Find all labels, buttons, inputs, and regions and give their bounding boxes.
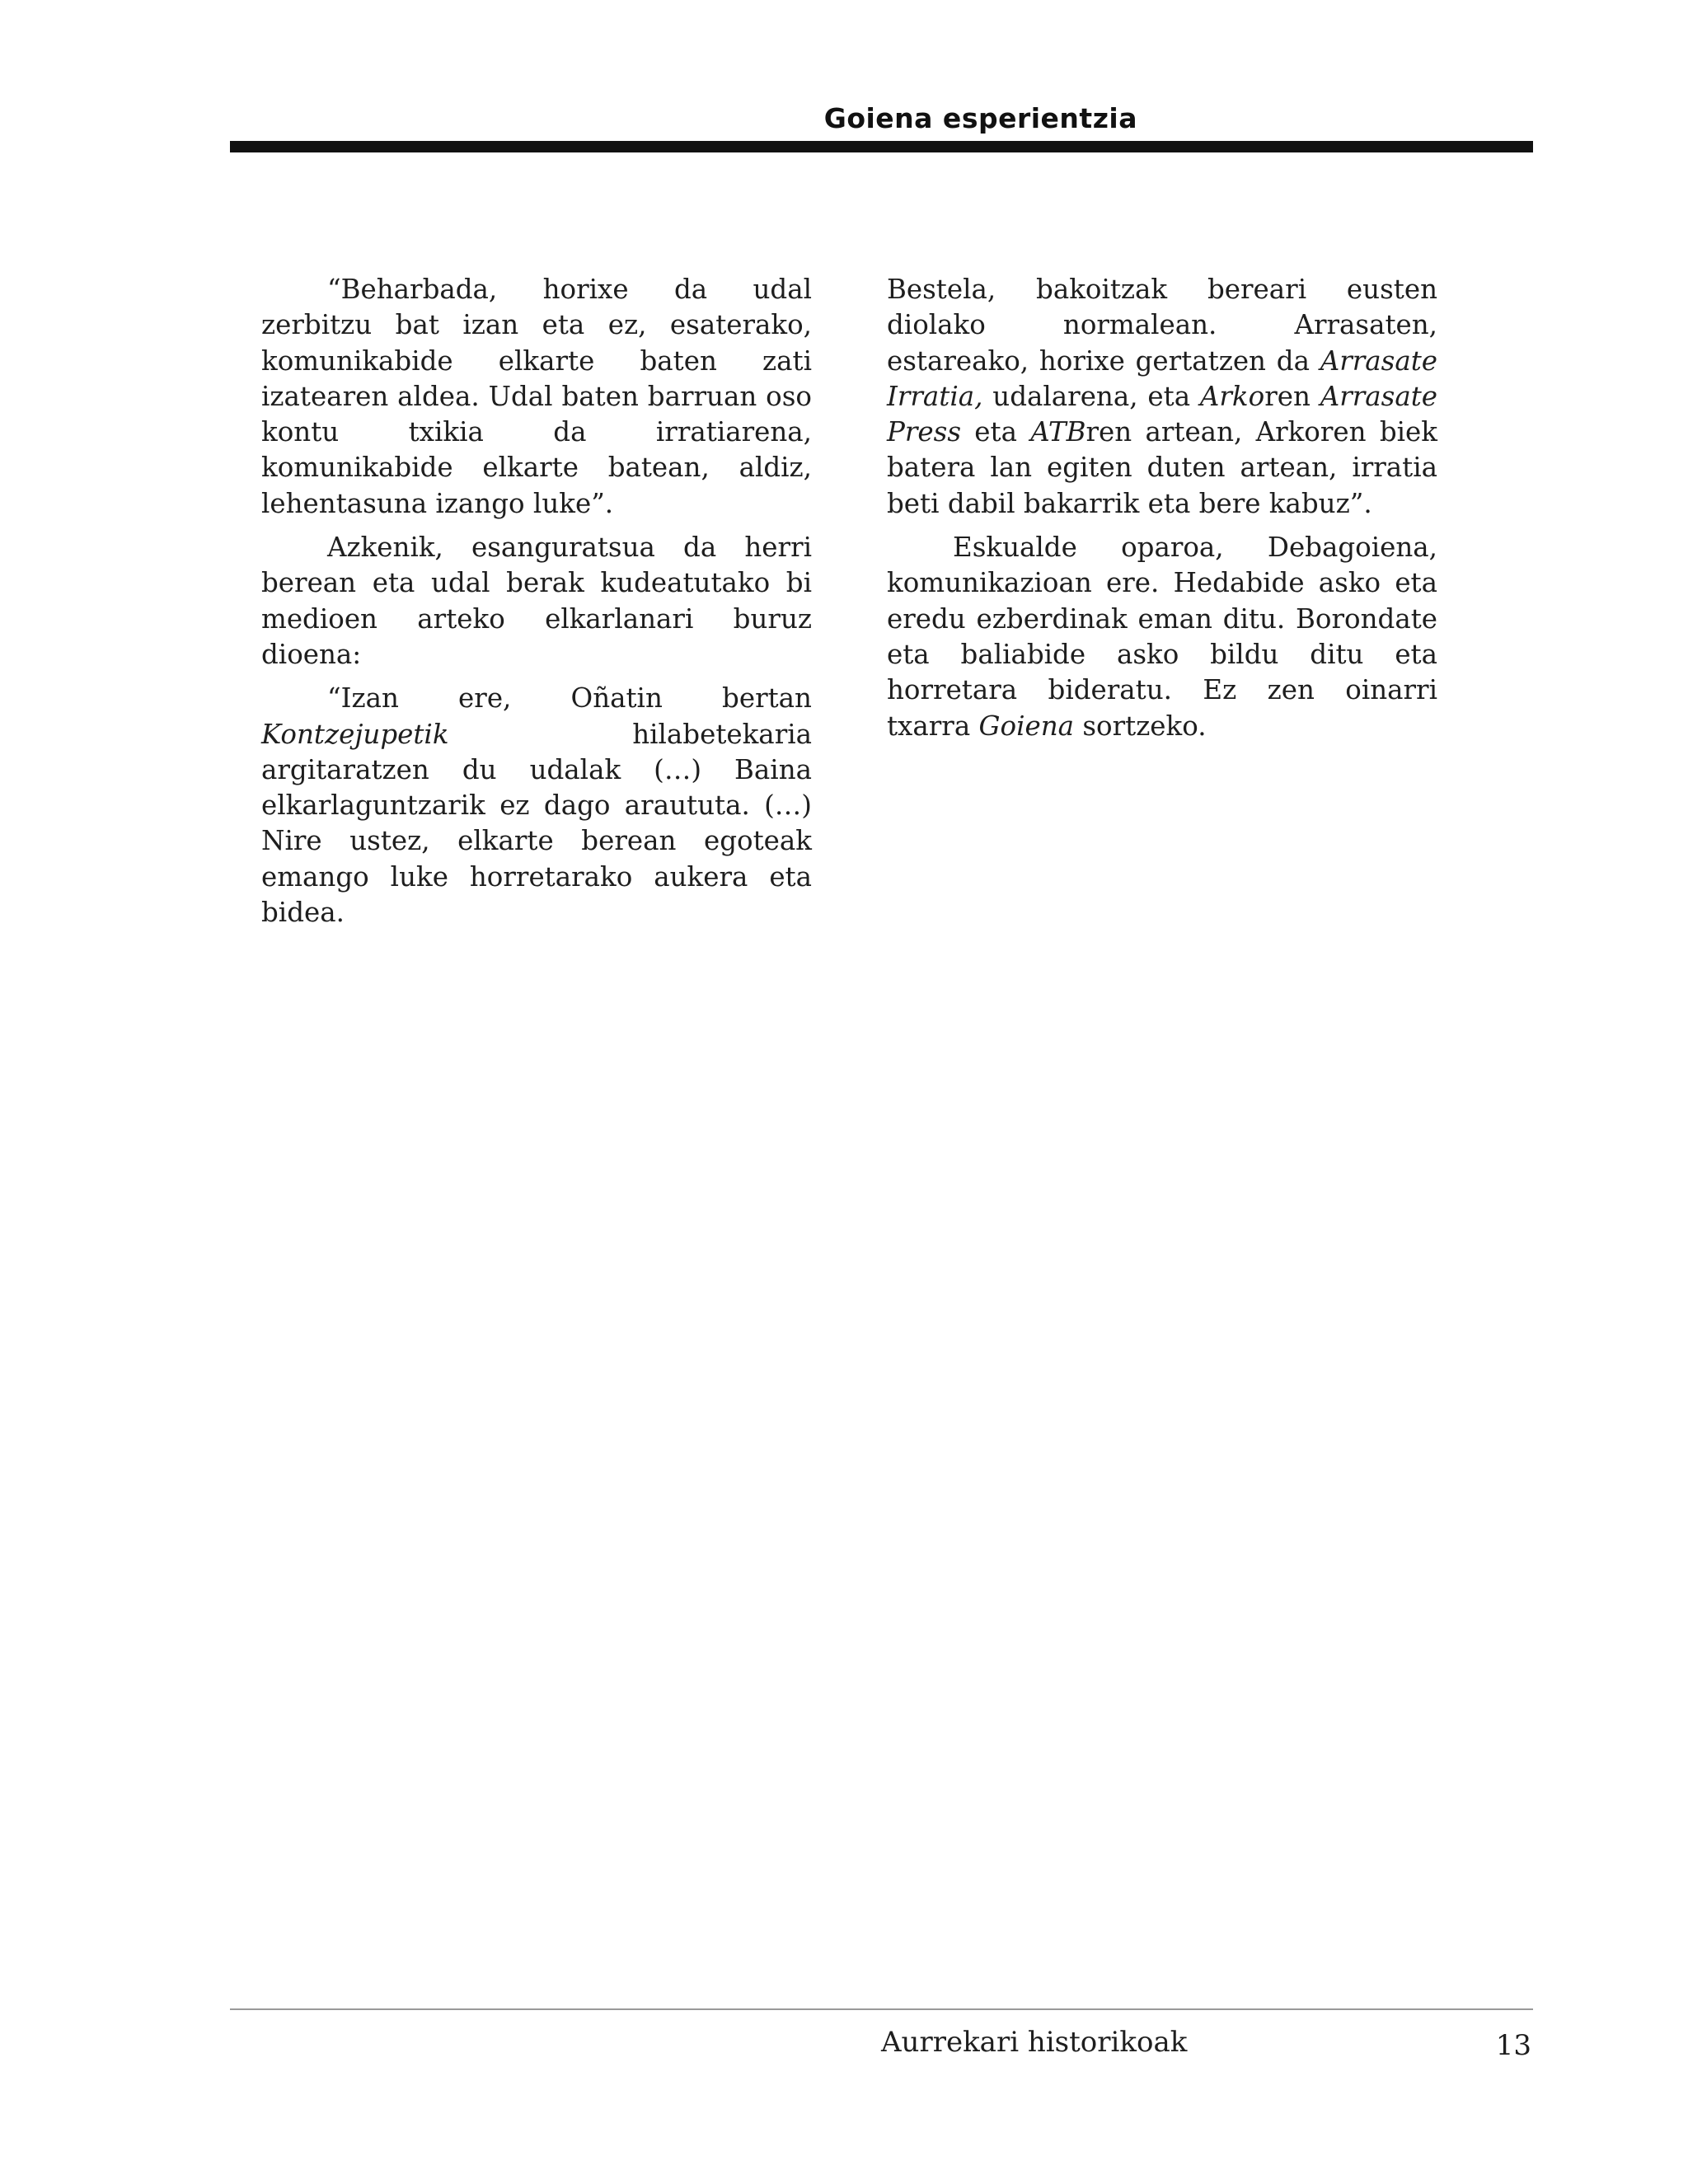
- right-paragraph-1: [887, 272, 1437, 522]
- italic-title: Goiena: [978, 710, 1075, 742]
- italic-title: Kontzejupetik: [261, 718, 449, 750]
- text-span: udalarena, eta: [982, 380, 1200, 412]
- text-span: ren: [1264, 380, 1320, 412]
- text-span: eta: [961, 416, 1031, 448]
- footer-rule: [230, 2008, 1533, 2010]
- text-span: “Izan ere, Oñatin bertan: [327, 682, 812, 715]
- italic-title: ATB: [1030, 416, 1086, 448]
- italic-title: Arrasate Irratia,: [887, 344, 1437, 412]
- left-column: [261, 272, 812, 939]
- text-span: Bestela, bakoitzak bereari eusten diolako normalean. Arrasaten, estareako, horixe gertatzen da: [887, 274, 1437, 377]
- right-column: [887, 272, 1437, 752]
- text-span: ren artean, Arkoren biek batera lan egiten duten artean, irratia beti dabil bakarrik eta bere kabuz”.: [887, 416, 1437, 519]
- text-span: Eskualde oparoa, Debagoiena, komunikazioan ere. Hedabide asko eta eredu ezberdinak eman ditu. Borondate eta baliabide asko bildu ditu eta horretara bideratu. Ez zen oinarri txarra: [887, 532, 1437, 742]
- right-paragraph-2: [887, 530, 1437, 744]
- text-span: hilabetekaria argitaratzen du udalak (…) Baina elkarlaguntzarik ez dago araututa. (…) Nire ustez, elkarte berean egoteak emango luke horretarako aukera eta bidea.: [261, 718, 812, 929]
- page-number: 13: [1495, 2029, 1531, 2062]
- left-paragraph-3: [261, 681, 812, 930]
- running-header: Goiena esperientzia: [823, 102, 1137, 134]
- header-rule: [230, 141, 1533, 152]
- left-paragraph-2: Azkenik, esanguratsua da herri berean eta udal berak kudeatutako bi medioen arteko elkarlanari buruz dioena:: [261, 532, 812, 670]
- text-span: sortzeko.: [1074, 710, 1207, 742]
- italic-title: Arko: [1199, 380, 1265, 412]
- footer-section-title: Aurrekari historikoak: [881, 2026, 1188, 2059]
- italic-title: Arrasate Press: [887, 380, 1437, 448]
- left-paragraph-1: “Beharbada, horixe da udal zerbitzu bat izan eta ez, esaterako, komunikabide elkarte baten zati izatearen aldea. Udal baten barruan oso kontu txikia da irratiarena, komunikabide elkarte batean, aldiz, lehentasuna izango luke”.: [261, 274, 812, 519]
